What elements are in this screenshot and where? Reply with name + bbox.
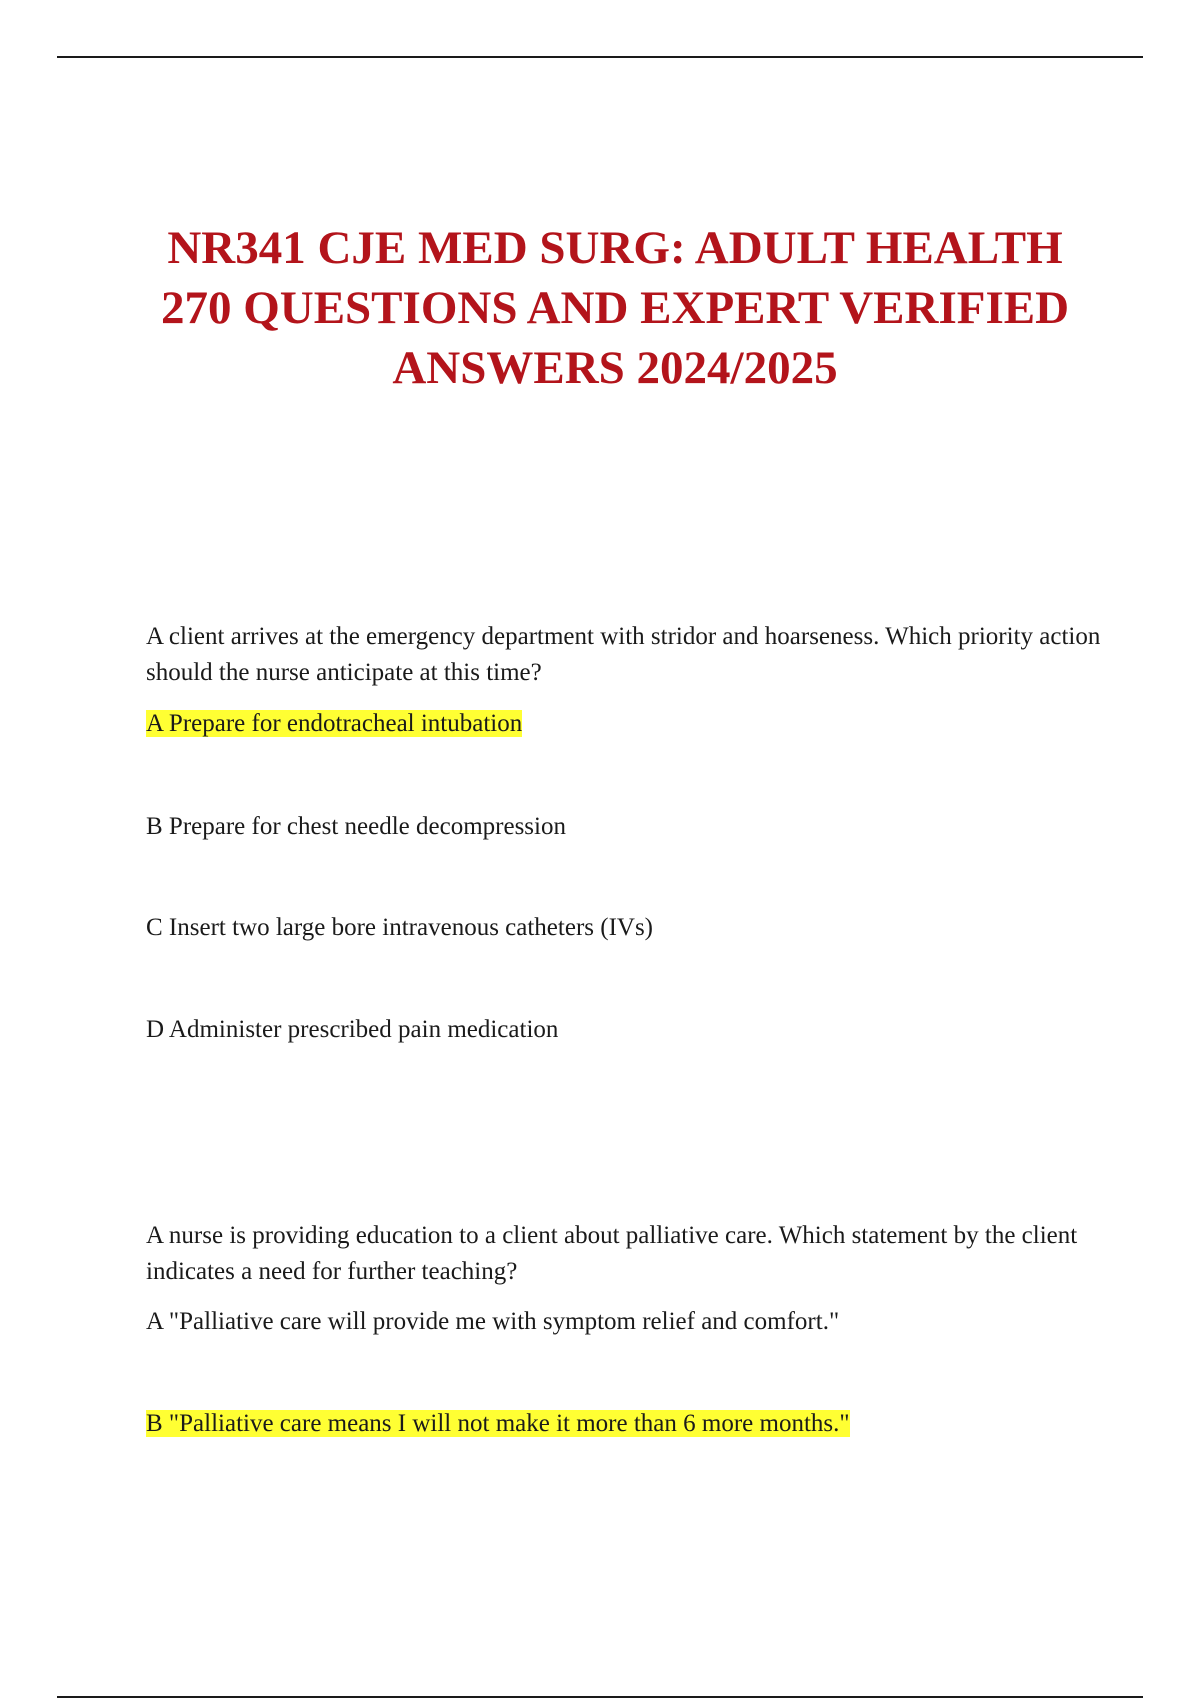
question-2-stem: A nurse is providing education to a client about palliative care. Which statement by the client indicates a need for further teaching?	[146, 1222, 1078, 1285]
question-2-option-b	[146, 1408, 850, 1440]
document-title	[100, 218, 1130, 398]
answer-highlight: B "Palliative care means I will not make it more than 6 more months."	[146, 1410, 850, 1437]
question-1-stem: A client arrives at the emergency department with stridor and hoarseness. Which priority action should the nurse anticipate at this time?	[146, 623, 1101, 686]
top-rule	[57, 56, 1143, 58]
question-1-option-d: D Administer prescribed pain medication	[146, 1016, 559, 1043]
bottom-rule	[57, 1696, 1143, 1698]
question-2-option-a: A "Palliative care will provide me with symptom relief and comfort."	[146, 1308, 840, 1335]
question-1-option-c: C Insert two large bore intravenous catheters (IVs)	[146, 914, 654, 941]
title-line: 270 QUESTIONS AND EXPERT VERIFIED	[160, 282, 1070, 334]
answer-highlight: A Prepare for endotracheal intubation	[146, 710, 523, 737]
question-1-option-a	[146, 708, 522, 740]
title-line: NR341 CJE MED SURG: ADULT HEALTH	[167, 222, 1063, 274]
title-line: ANSWERS 2024/2025	[392, 342, 838, 394]
question-1-option-b: B Prepare for chest needle decompression	[146, 813, 566, 840]
